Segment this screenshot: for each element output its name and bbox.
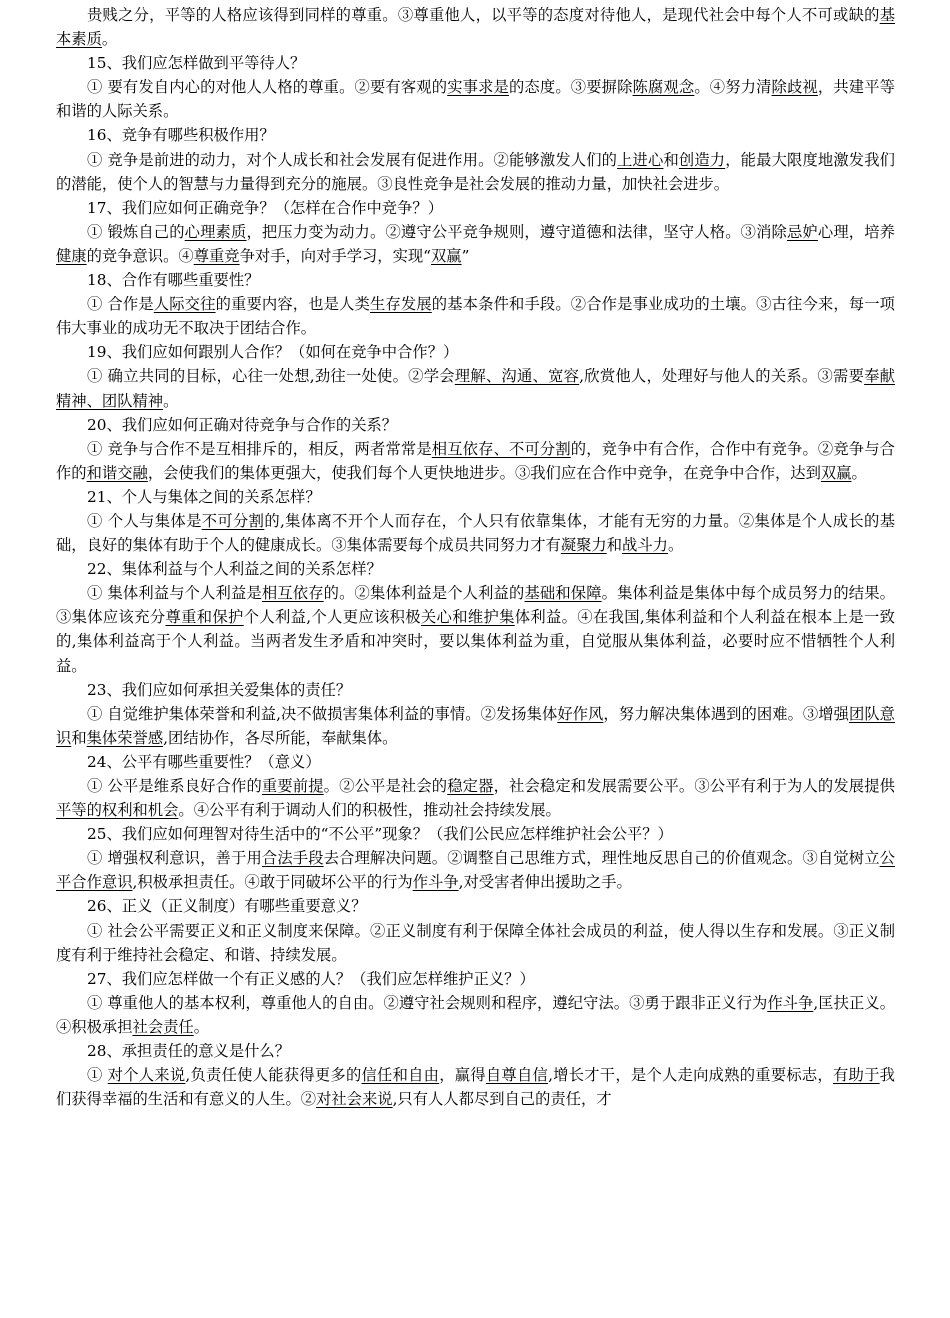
underlined-keyword: 除歧视 [771, 78, 818, 97]
underlined-keyword: 相互依存 [261, 584, 324, 603]
answer-paragraph [56, 774, 895, 822]
text-run: ① 竞争与合作不是互相排斥的，相反，两者常常是 [87, 439, 432, 458]
text-run: 个人利益,个人更应该积极 [243, 608, 421, 627]
underlined-keyword: 双赢 [820, 463, 852, 482]
answer-paragraph [56, 75, 895, 123]
underlined-keyword: 基本素质 [56, 6, 895, 49]
answer-paragraph [56, 148, 895, 196]
question-heading [56, 485, 895, 509]
text-run: ① 锻炼自己的 [87, 222, 185, 241]
underlined-keyword: 尊重和保护 [165, 608, 244, 627]
underlined-keyword: 上进心 [617, 150, 664, 169]
answer-paragraph [56, 581, 895, 677]
underlined-keyword: 平等的权利和机会 [56, 801, 179, 820]
text-run: 27、我们应怎样做一个有正义感的人？（我们应怎样维护正义？） [87, 969, 535, 988]
text-run: ，能最大限度地激发我们的潜能，使个人的智慧与力量得到充分的施展。③良性竞争是社会发展的推动力量，加快社会进步。 [56, 150, 895, 193]
text-run: 20、我们应如何正确对待竞争与合作的关系？ [87, 415, 398, 434]
text-run: 体利益。④在我国,集体利益和个人利益在根本上是一致的,集体利益高于个人利益。当两者发生矛盾和冲突时，要以集体利益为重，自觉服从集体利益，必要时应不惜牺牲个人利益。 [56, 608, 895, 675]
text-run: ① 确立共同的目标，心往一处想,劲往一处使。②学会 [87, 367, 455, 386]
answer-paragraph [56, 991, 895, 1039]
text-run: 23、我们应如何承担关爱集体的责任？ [87, 680, 352, 699]
underlined-keyword: 公平合作意识 [56, 849, 895, 892]
question-heading [56, 822, 895, 846]
underlined-keyword: 好作风 [557, 704, 604, 723]
underlined-keyword: 有助于 [832, 1066, 880, 1085]
answer-paragraph [56, 509, 895, 557]
underlined-keyword: 忌妒 [786, 222, 818, 241]
underlined-keyword: 集体荣誉感 [86, 728, 164, 747]
underlined-keyword: 奉献精神、团队精神 [56, 367, 895, 410]
text-run: 26、正义（正义制度）有哪些重要意义？ [87, 897, 367, 916]
underlined-keyword: 社会责任 [132, 1017, 194, 1036]
answer-paragraph [56, 919, 895, 967]
underlined-keyword: 生存发展 [370, 295, 432, 314]
underlined-keyword: 合法手段 [261, 849, 324, 868]
underlined-keyword: 凝聚力 [560, 536, 607, 555]
answer-paragraph [56, 3, 895, 51]
answer-paragraph [56, 846, 895, 894]
text-run: ① 竞争是前进的动力，对个人成长和社会发展有促进作用。②能够激发人们的 [87, 150, 618, 169]
text-run: 贵贱之分，平等的人格应该得到同样的尊重。③尊重他人，以平等的态度对待他人，是现代社会中每个人不可或缺的 [87, 6, 880, 24]
text-run: ① 公平是维系良好合作的 [87, 777, 262, 795]
underlined-keyword: 对社会来说 [316, 1090, 393, 1109]
text-run: 和 [606, 536, 623, 555]
underlined-keyword: 相互依存、不可分割 [431, 439, 571, 458]
underlined-keyword: 和谐交融 [86, 463, 148, 482]
question-heading [56, 123, 895, 147]
question-heading [56, 340, 895, 364]
text-run: 的态度。③要摒除 [508, 78, 633, 97]
text-run: 17、我们应如何正确竞争？（怎样在合作中竞争？） [87, 198, 443, 217]
underlined-keyword: 尊重竞 [193, 246, 240, 265]
question-heading [56, 894, 895, 918]
text-run: 21、个人与集体之间的关系怎样？ [87, 487, 321, 506]
question-heading [56, 678, 895, 702]
text-run: ,负责任使人能获得更多的 [185, 1066, 362, 1085]
answer-paragraph [56, 364, 895, 412]
text-run: ，会使我们的集体更强大，使我们每个人更快地进步。③我们应在合作中竞争，在竞争中合作，达到 [147, 463, 821, 482]
question-heading [56, 1039, 895, 1063]
text-run: 争对手，向对手学习，实现“ [239, 246, 431, 265]
text-run: ① 尊重他人的基本权利，尊重他人的自由。②遵守社会规则和程序，遵纪守法。③勇于跟非正义行为 [87, 993, 768, 1012]
text-run: 28、承担责任的意义是什么？ [87, 1042, 291, 1061]
text-run: 我们获得幸福的生活和有意义的人生。② [56, 1066, 895, 1109]
text-run: ，把压力变为动力。②遵守公平竞争规则，遵守道德和法律，坚守人格。③消除 [246, 222, 787, 241]
text-run: ,欣赏他人，处理好与他人的关系。③需要 [579, 367, 865, 386]
underlined-keyword: 自尊自信 [485, 1066, 549, 1085]
question-heading [56, 51, 895, 75]
text-run: ” [461, 246, 470, 265]
text-run: 的，竞争中有合作，合作中有竞争。②竞争与合作的 [56, 439, 895, 482]
underlined-keyword: 理解、沟通、宽容 [454, 367, 580, 386]
text-run: ，社会稳定和发展需要公平。③公平有利于为人的发展提供 [493, 777, 895, 795]
question-heading [56, 268, 895, 292]
answer-paragraph [56, 437, 895, 485]
underlined-keyword: 作斗争 [412, 873, 459, 892]
answer-paragraph [56, 1063, 895, 1111]
text-run: ① 集体利益与个人利益是 [87, 584, 262, 603]
text-run: ① 社会公平需要正义和正义制度来保障。②正义制度有利于保障全体社会成员的利益，使人得以生存和发展。③正义制度有利于维持社会稳定、和谐、持续发展。 [56, 921, 895, 964]
underlined-keyword: 人际交往 [153, 295, 216, 314]
underlined-keyword: 信任和自由 [361, 1066, 440, 1085]
text-run: 19、我们应如何跟别人合作？（如何在竞争中合作？） [87, 343, 459, 362]
underlined-keyword: 创造力 [678, 150, 726, 169]
text-run: 18、合作有哪些重要性？ [87, 271, 260, 290]
underlined-keyword: 作斗争 [767, 993, 814, 1012]
underlined-keyword: 心理素质 [184, 222, 247, 241]
underlined-keyword: 战斗力 [622, 536, 668, 555]
text-run: 。 [193, 1017, 210, 1036]
text-run: 。④努力清 [694, 78, 772, 97]
text-run: ,对受害者伸出援助之手。 [458, 873, 632, 892]
underlined-keyword: 实事求是 [447, 78, 509, 97]
text-run: ,增长才干，是个人走向成熟的重要标志， [548, 1066, 833, 1085]
text-run: 22、集体利益与个人利益之间的关系怎样？ [87, 560, 382, 579]
text-run: 15、我们应怎样做到平等待人？ [87, 54, 306, 73]
text-run: ，共建平等和谐的人际关系。 [56, 78, 895, 121]
text-run: ，努力解决集体遇到的困难。③增强 [603, 704, 849, 723]
underlined-keyword: 团队意识 [56, 704, 895, 747]
text-run: ,只有人人都尽到自己的责任，才 [392, 1090, 612, 1109]
question-heading [56, 413, 895, 437]
text-run: ① 增强权利意识，善于用 [87, 849, 262, 868]
text-run: 的。②集体利益是个人利益的 [323, 584, 525, 603]
text-run: 。 [667, 536, 684, 555]
text-run: 心理，培养 [817, 222, 895, 241]
text-run: ① 个人与集体是 [87, 511, 202, 530]
text-run: ,匡扶正义。④积极承担 [56, 993, 895, 1036]
question-heading [56, 967, 895, 991]
text-run: 。集体利益是集体中每个成员努力的结果。③集体应该充分 [56, 584, 895, 627]
underlined-keyword: 对个人来说 [107, 1066, 186, 1085]
underlined-keyword: 关心和维护集 [420, 608, 515, 627]
answer-paragraph [56, 702, 895, 750]
underlined-keyword: 双赢 [431, 246, 462, 265]
question-heading [56, 557, 895, 581]
text-run: 。 [163, 391, 179, 410]
text-run: ① 自觉维护集体荣誉和利益,决不做损害集体利益的事情。②发扬集体 [87, 704, 558, 723]
underlined-keyword: 基础和保障 [524, 584, 602, 603]
text-run: 的,集体离不开个人而存在，个人只有依靠集体，才能有无穷的力量。②集体是个人成长的基础，良好的集体有助于个人的健康成长。③集体需要每个成员共同努力才有 [56, 511, 895, 555]
underlined-keyword: 陈腐观念 [632, 78, 695, 97]
text-run: 的重要内容，也是人类 [215, 295, 371, 314]
text-run: 16、竞争有哪些积极作用？ [87, 126, 275, 145]
text-run: ① 要有发自内心的对他人人格的尊重。②要有客观的 [87, 78, 448, 97]
text-run: 。 [851, 463, 867, 482]
text-run: 。④公平有利于调动人们的积极性，推动社会持续发展。 [178, 801, 561, 820]
underlined-keyword: 不可分割 [201, 511, 265, 530]
text-run: 。②公平是社会的 [323, 777, 448, 795]
answer-paragraph [56, 292, 895, 340]
text-run: ① [87, 1066, 108, 1085]
text-run: 24、公平有哪些重要性？（意义） [87, 752, 321, 771]
text-run: ，赢得 [439, 1066, 486, 1085]
text-run: 去合理解决问题。②调整自己思维方式，理性地反思自己的价值观念。③自觉树立 [323, 849, 880, 868]
text-run: ① 合作是 [87, 295, 154, 314]
text-run: 。 [101, 30, 118, 49]
underlined-keyword: 稳定器 [447, 777, 494, 795]
text-run: 和 [663, 150, 679, 169]
question-heading [56, 750, 895, 774]
underlined-keyword: 健康 [56, 246, 87, 265]
text-run: 的竞争意识。④ [86, 246, 194, 265]
underlined-keyword: 重要前提 [261, 777, 324, 795]
text-run: 25、我们应如何理智对待生活中的“不公平”现象？（我们公民应怎样维护社会公平？） [87, 825, 673, 844]
text-run: 的基本条件和手段。②合作是事业成功的土壤。③古往今来，每一项伟大事业的成功无不取决于团结合作。 [56, 295, 895, 338]
text-run: ,团结协作，各尽所能，奉献集体。 [163, 728, 398, 747]
answer-paragraph [56, 220, 895, 268]
text-run: ,积极承担责任。④敢于同破坏公平的行为 [132, 873, 413, 892]
question-heading [56, 196, 895, 220]
text-run: 和 [71, 728, 87, 747]
